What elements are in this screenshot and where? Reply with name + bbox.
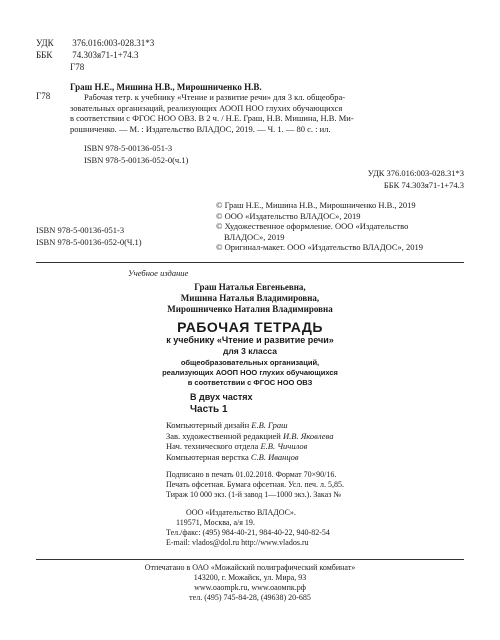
edition-authors	[100, 282, 400, 315]
annotation-author-sign: Г78	[36, 91, 51, 101]
credit-name: Е.В. Граш	[251, 420, 288, 430]
credit-row	[166, 441, 333, 452]
annotation-authors: Граш Н.Е., Мишина Н.В., Мирошниченко Н.В.	[70, 82, 262, 92]
copyright-isbn-1: ISBN 978-5-00136-051-3	[36, 225, 125, 235]
edition-part: Часть 1	[190, 404, 228, 415]
credit-name: Е.В. Чичилов	[260, 441, 308, 451]
copyright-item: © Оригинал-макет. ООО «Издательство ВЛАДОС», 2019	[216, 242, 424, 252]
copyright-isbn-2: ISBN 978-5-00136-052-0(Ч.1)	[36, 237, 142, 247]
printer-line: www.oaompk.ru, www.оаомпк.рф	[194, 583, 306, 592]
copyright-item: © Граш Н.Е., Мишина Н.В., Мирошниченко Н.В., 2019	[216, 200, 416, 210]
printer-line: тел. (495) 745-84-28, (49638) 20-685	[189, 593, 311, 602]
edition-type: Учебное издание	[128, 268, 189, 278]
credit-row	[166, 431, 333, 442]
edition-subtitle-2: для 3 класса	[223, 346, 277, 356]
copyright-item: ВЛАДОС», 2019	[224, 231, 285, 242]
print-info-line: Тираж 10 000 экз. (1-й завод 1—1000 экз.). Заказ №	[166, 490, 342, 499]
copyright-item: © ООО «Издательство ВЛАДОС», 2019	[216, 210, 361, 221]
credit-row	[166, 452, 333, 463]
annotation-isbn-1: ISBN 978-5-00136-051-3	[84, 143, 173, 153]
publisher-line: 119571, Москва, а/я 19.	[176, 518, 255, 527]
printer-line: Отпечатано в ОАО «Можайский полиграфический комбинат»	[144, 563, 356, 572]
credits-list	[166, 420, 333, 462]
credit-role: Компьютерная верстка	[166, 451, 249, 462]
annotation-text	[70, 92, 470, 134]
annotation-udk: УДК 376.016:003-028.31*3	[367, 168, 464, 178]
udk-value: 376.016:003-028.31*3	[72, 38, 155, 48]
print-info-line: Печать офсетная. Бумага офсетная. Усл. печ. л. 5,85.	[166, 480, 344, 489]
udk-label: УДК	[36, 38, 54, 48]
annotation-isbn-2: ISBN 978-5-00136-052-0(ч.1)	[84, 155, 189, 165]
annotation-line: зовательных организаций, реализующих АООП НОО глухих обучающихся	[70, 102, 343, 113]
annotation-bbk: ББК 74.303я71-1+74.3	[383, 180, 464, 190]
publisher-line: ООО «Издательство ВЛАДОС».	[186, 508, 296, 517]
edition-subtitle-5: в соответствии с ФГОС НОО ОВЗ	[187, 378, 313, 387]
printer-line: 143200, г. Можайск, ул. Мира, 93	[193, 573, 307, 582]
bbk-label: ББК	[36, 50, 53, 60]
credit-name: С.В. Иванцов	[250, 451, 299, 462]
copyright-item: © Художественное оформление. ООО «Издательство	[216, 221, 409, 231]
section-divider	[36, 262, 464, 263]
annotation-line: в соответствии с ФГОС НОО ОВЗ. В 2 ч. / Н.Е. Граш, Н.В. Мишина, Н.В. Ми-	[70, 113, 354, 123]
bbk-value: 74.303я71-1+74.3	[72, 50, 139, 60]
top-bbk	[36, 50, 138, 61]
edition-subtitle-3: общеобразовательных организаций,	[180, 358, 320, 367]
edition-title: РАБОЧАЯ ТЕТРАДЬ	[177, 319, 323, 335]
edition-parts: В двух частях	[190, 392, 253, 402]
print-info	[166, 470, 344, 500]
print-info-line: Подписано в печать 01.02.2018. Формат 70×90/16.	[166, 470, 337, 479]
annotation-line: Рабочая тетр. к учебнику «Чтение и развитие речи» для 3 кл. общеобра-	[84, 92, 346, 102]
top-author-sign: Г78	[70, 62, 85, 72]
edition-author: Граш Наталья Евгеньевна,	[194, 282, 306, 292]
credit-role: Зав. художественной редакцией	[166, 430, 281, 441]
publisher-line: E-mail: vlados@dol.ru http://www.vlados.ru	[166, 538, 309, 547]
footer-divider	[36, 559, 464, 560]
publisher-info	[166, 508, 330, 548]
credit-role: Компьютерный дизайн	[166, 420, 250, 430]
annotation-line: рошниченко. — М. : Издательство ВЛАДОС, 2019. — Ч. 1. — 80 с. : ил.	[70, 123, 331, 134]
credit-name: И.В. Яковлева	[282, 430, 334, 441]
edition-author: Мишина Наталья Владимировна,	[180, 293, 320, 303]
edition-subtitle-4: реализующих АООП НОО глухих обучающихся	[162, 368, 338, 377]
credit-row	[166, 420, 333, 431]
top-udk	[36, 38, 154, 49]
credit-role: Нач. технического отдела	[166, 441, 259, 451]
printer-info	[100, 563, 400, 603]
edition-subtitle-1: к учебнику «Чтение и развитие речи»	[166, 335, 334, 345]
publisher-line: Тел./факс: (495) 984-40-21, 984-40-22, 940-82-54	[166, 528, 330, 537]
edition-author: Мирошниченко Наталия Владимировна	[167, 304, 333, 314]
copyright-list	[216, 200, 423, 253]
